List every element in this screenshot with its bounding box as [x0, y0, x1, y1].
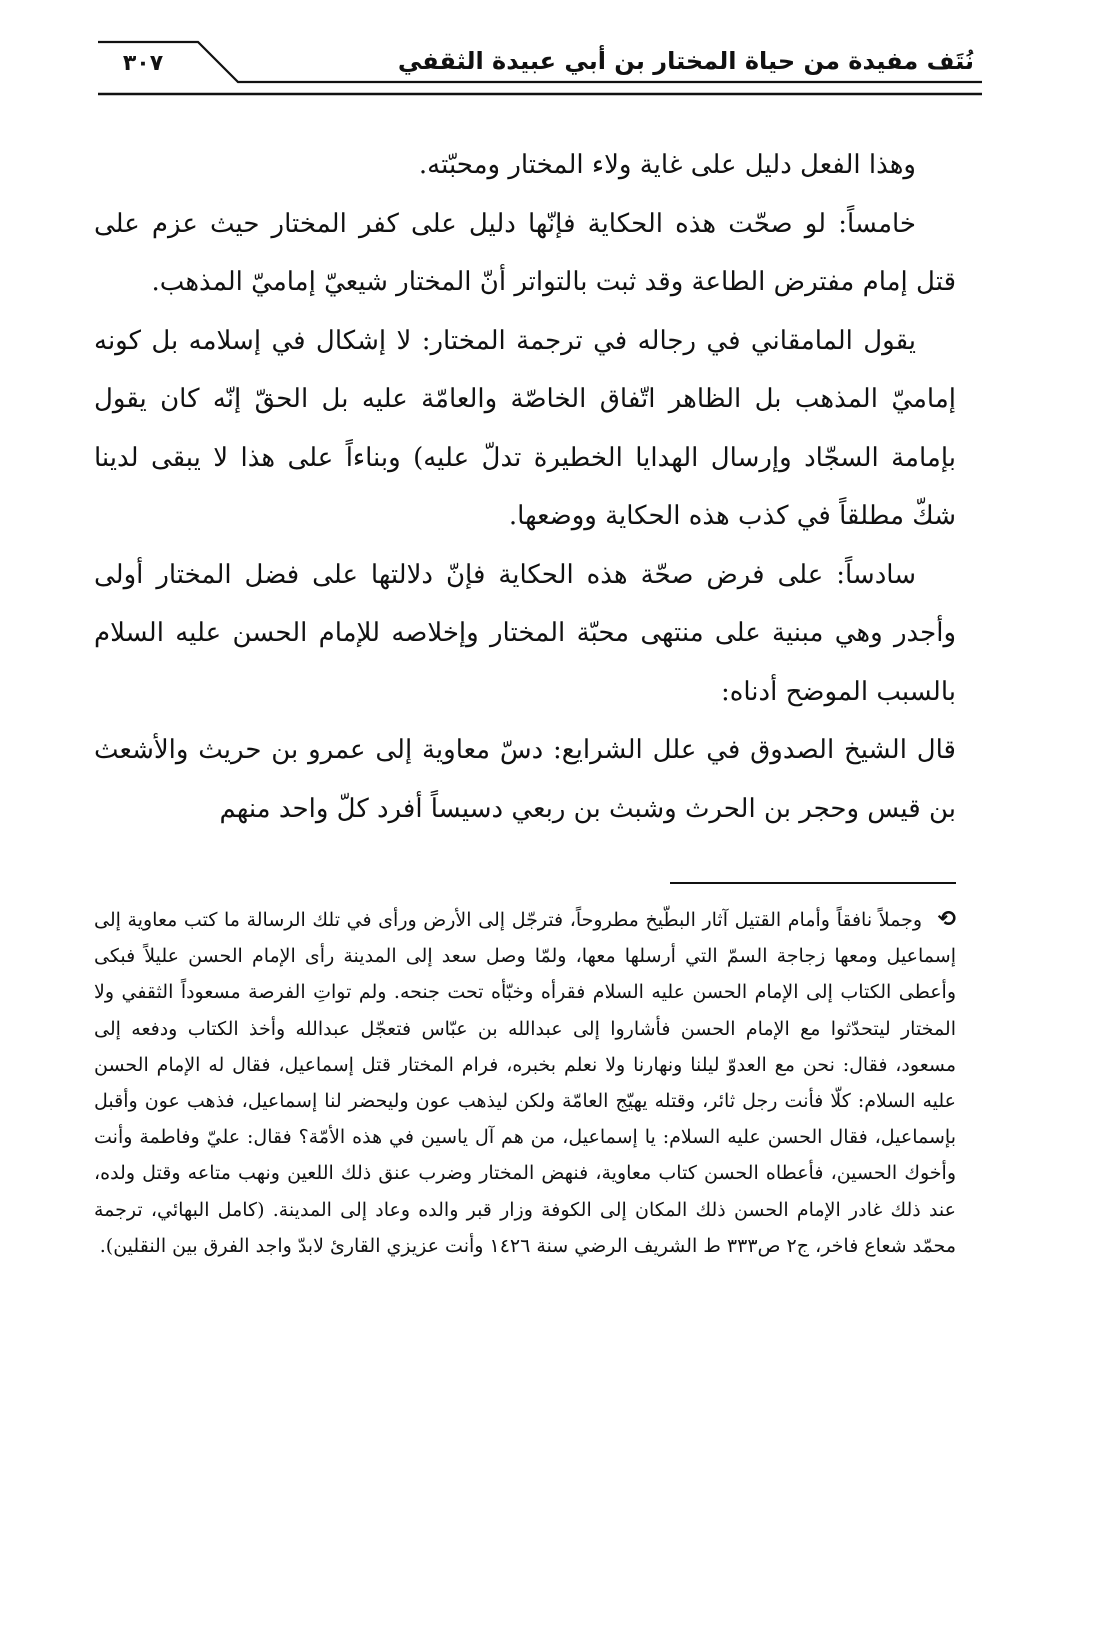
footnote-continuation-icon: ⟲ — [937, 907, 956, 932]
paragraph-3: يقول المامقاني في رجاله في ترجمة المختار: لا إشكال في إسلامه بل كونه إماميّ المذهب بل الظاهر اتّفاق الخاصّة والعامّة عليه بل الحقّ إنّه كان يقول بإمامة السجّاد وإرسال الهدايا الخطيرة تدلّ عليه) وبناءاً على هذا لا يبقى لدينا شكّ مطلقاً في كذب هذه الحكاية ووضعها. — [94, 325, 956, 531]
main-text — [94, 136, 956, 838]
running-title: نُتَف مفيدة من حياة المختار بن أبي عبيدة الثقفي — [397, 47, 974, 75]
paragraph-5: قال الشيخ الصدوق في علل الشرايع: دسّ معاوية إلى عمرو بن حريث والأشعث بن قيس وحجر بن الحرث وشبث بن ربعي دسيساً أفرد كلّ واحد منهم — [94, 735, 956, 824]
paragraph-4: سادساً: على فرض صحّة هذه الحكاية فإنّ دلالتها على فضل المختار أولى وأجدر وهي مبنية على منتهى محبّة المختار وإخلاصه للإمام الحسن عليه السلام بالسبب الموضح أدناه: — [94, 559, 956, 707]
footnote-separator — [670, 882, 956, 884]
paragraph-1: وهذا الفعل دليل على غاية ولاء المختار ومحبّته. — [418, 150, 916, 180]
paragraph-2: خامساً: لو صحّت هذه الحكاية فإنّها دليل على كفر المختار حيث عزم على قتل إمام مفترض الطاعة وقد ثبت بالتواتر أنّ المختار شيعيّ إماميّ المذهب. — [94, 208, 956, 297]
footnote — [94, 902, 956, 1264]
page-number: ٣٠٧ — [122, 51, 164, 76]
footnote-text: وجملاً نافقاً وأمام القتيل آثار البطّيخ مطروحاً، فترجّل إلى الأرض ورأى في تلك الرسالة ما كتب معاوية إلى إسماعيل ومعها زجاجة السمّ التي أرسلها معها، ولمّا وصل سعد إلى المدينة رأى الإمام الحسن عليلاً فبكى وأعطى الكتاب إلى الإمام الحسن عليه السلام فقرأه وخبّأه تحت جنحه. ولم تواتِ الفرصة مسعوداً الثقفي ولا المختار ليتحدّثوا مع الإمام الحسن فأشاروا إلى عبدالله بن عبّاس فتعجّل عبدالله وأخذ الكتاب ودفعه إلى مسعود، فقال: نحن مع العدوّ ليلنا ونهارنا ولا نعلم بخبره، فرام المختار قتل إسماعيل، فقال له الإمام الحسن عليه السلام: كلّا فأنت رجل ثائر، وقتله يهيّج العامّة ولكن ليذهب عون وليحضر لنا إسماعيل، فذهب عون وأقبل بإسماعيل، فقال الحسن عليه السلام: يا إسماعيل، من هم آل ياسين في هذه الأمّة؟ فقال: عليّ وفاطمة وأنت وأخوك الحسين، فأعطاه الحسن كتاب معاوية، فنهض المختار وضرب عنق ذلك اللعين ونهب متاعه وقتل ولده، عند ذلك غادر الإمام الحسن ذلك المكان إلى الكوفة وزار قبر والده وعاد إلى المدينة. (كامل البهائي، ترجمة محمّد شعاع فاخر، ج٢ ص٣٣٣ ط الشريف الرضي سنة ١٤٢٦ وأنت عزيزي القارئ لابدّ واجد الفرق بين النقلين). — [94, 909, 956, 1257]
page-header — [98, 38, 982, 100]
